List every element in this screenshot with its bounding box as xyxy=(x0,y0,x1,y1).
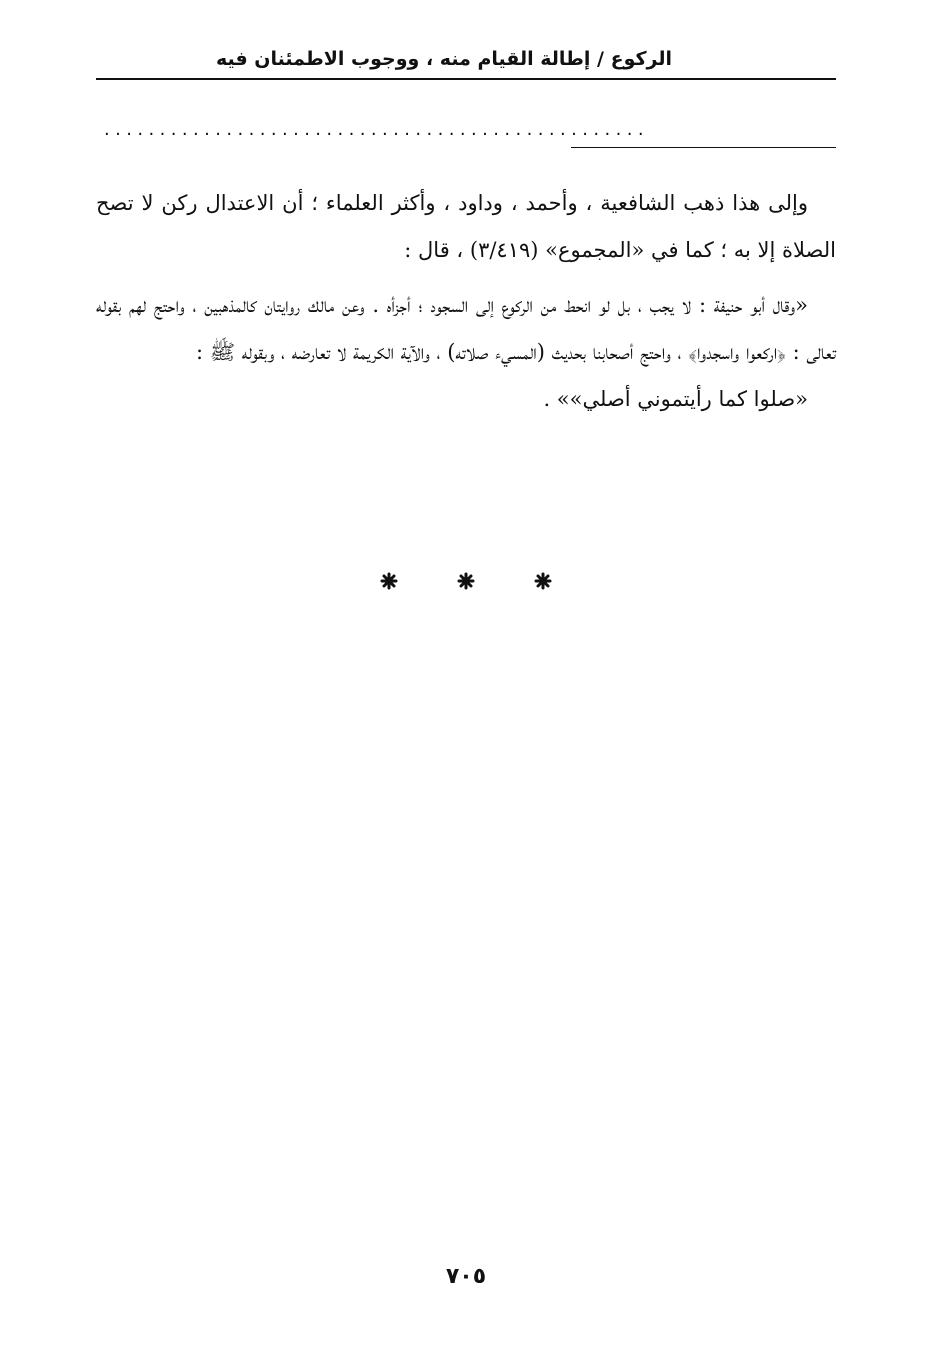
running-header-title: الركوع / إطالة القيام منه ، ووجوب الاطمئنان فيه xyxy=(215,48,672,70)
header-rule xyxy=(96,78,836,80)
section-break xyxy=(380,566,552,596)
footnote-rule xyxy=(571,147,836,148)
footnote-continuation-dots: ................................................. xyxy=(104,120,649,140)
asterisk-icon xyxy=(534,572,552,590)
paragraph-opinions: وإلى هذا ذهب الشافعية ، وأحمد ، وداود ، وأكثر العلماء ؛ أن الاعتدال ركن لا تصح الصلاة إلا به ؛ كما في «المجموع» (٣/٤١٩) ، قال : xyxy=(96,191,836,262)
asterisk-icon xyxy=(457,572,475,590)
paragraph-quotation: «وقال أبو حنيفة : لا يجب ، بل لو انحط من الركوع إلى السجود ؛ أجزأه . وعن مالك روايتان كالمذهبين ، واحتج لهم بقوله تعالى : ﴿اركعوا واسجدوا﴾ ، واحتج أصحابنا بحديث (المسيء صلاته) ، والآية الكريمة لا تعارضه ، وبقوله ﷺ : xyxy=(96,293,836,364)
page-number: ٧٠٥ xyxy=(445,1264,487,1289)
hadith-quote: «صلوا كما رأيتموني أصلي»» . xyxy=(543,387,808,411)
main-text xyxy=(96,180,836,423)
asterisk-icon xyxy=(380,572,398,590)
